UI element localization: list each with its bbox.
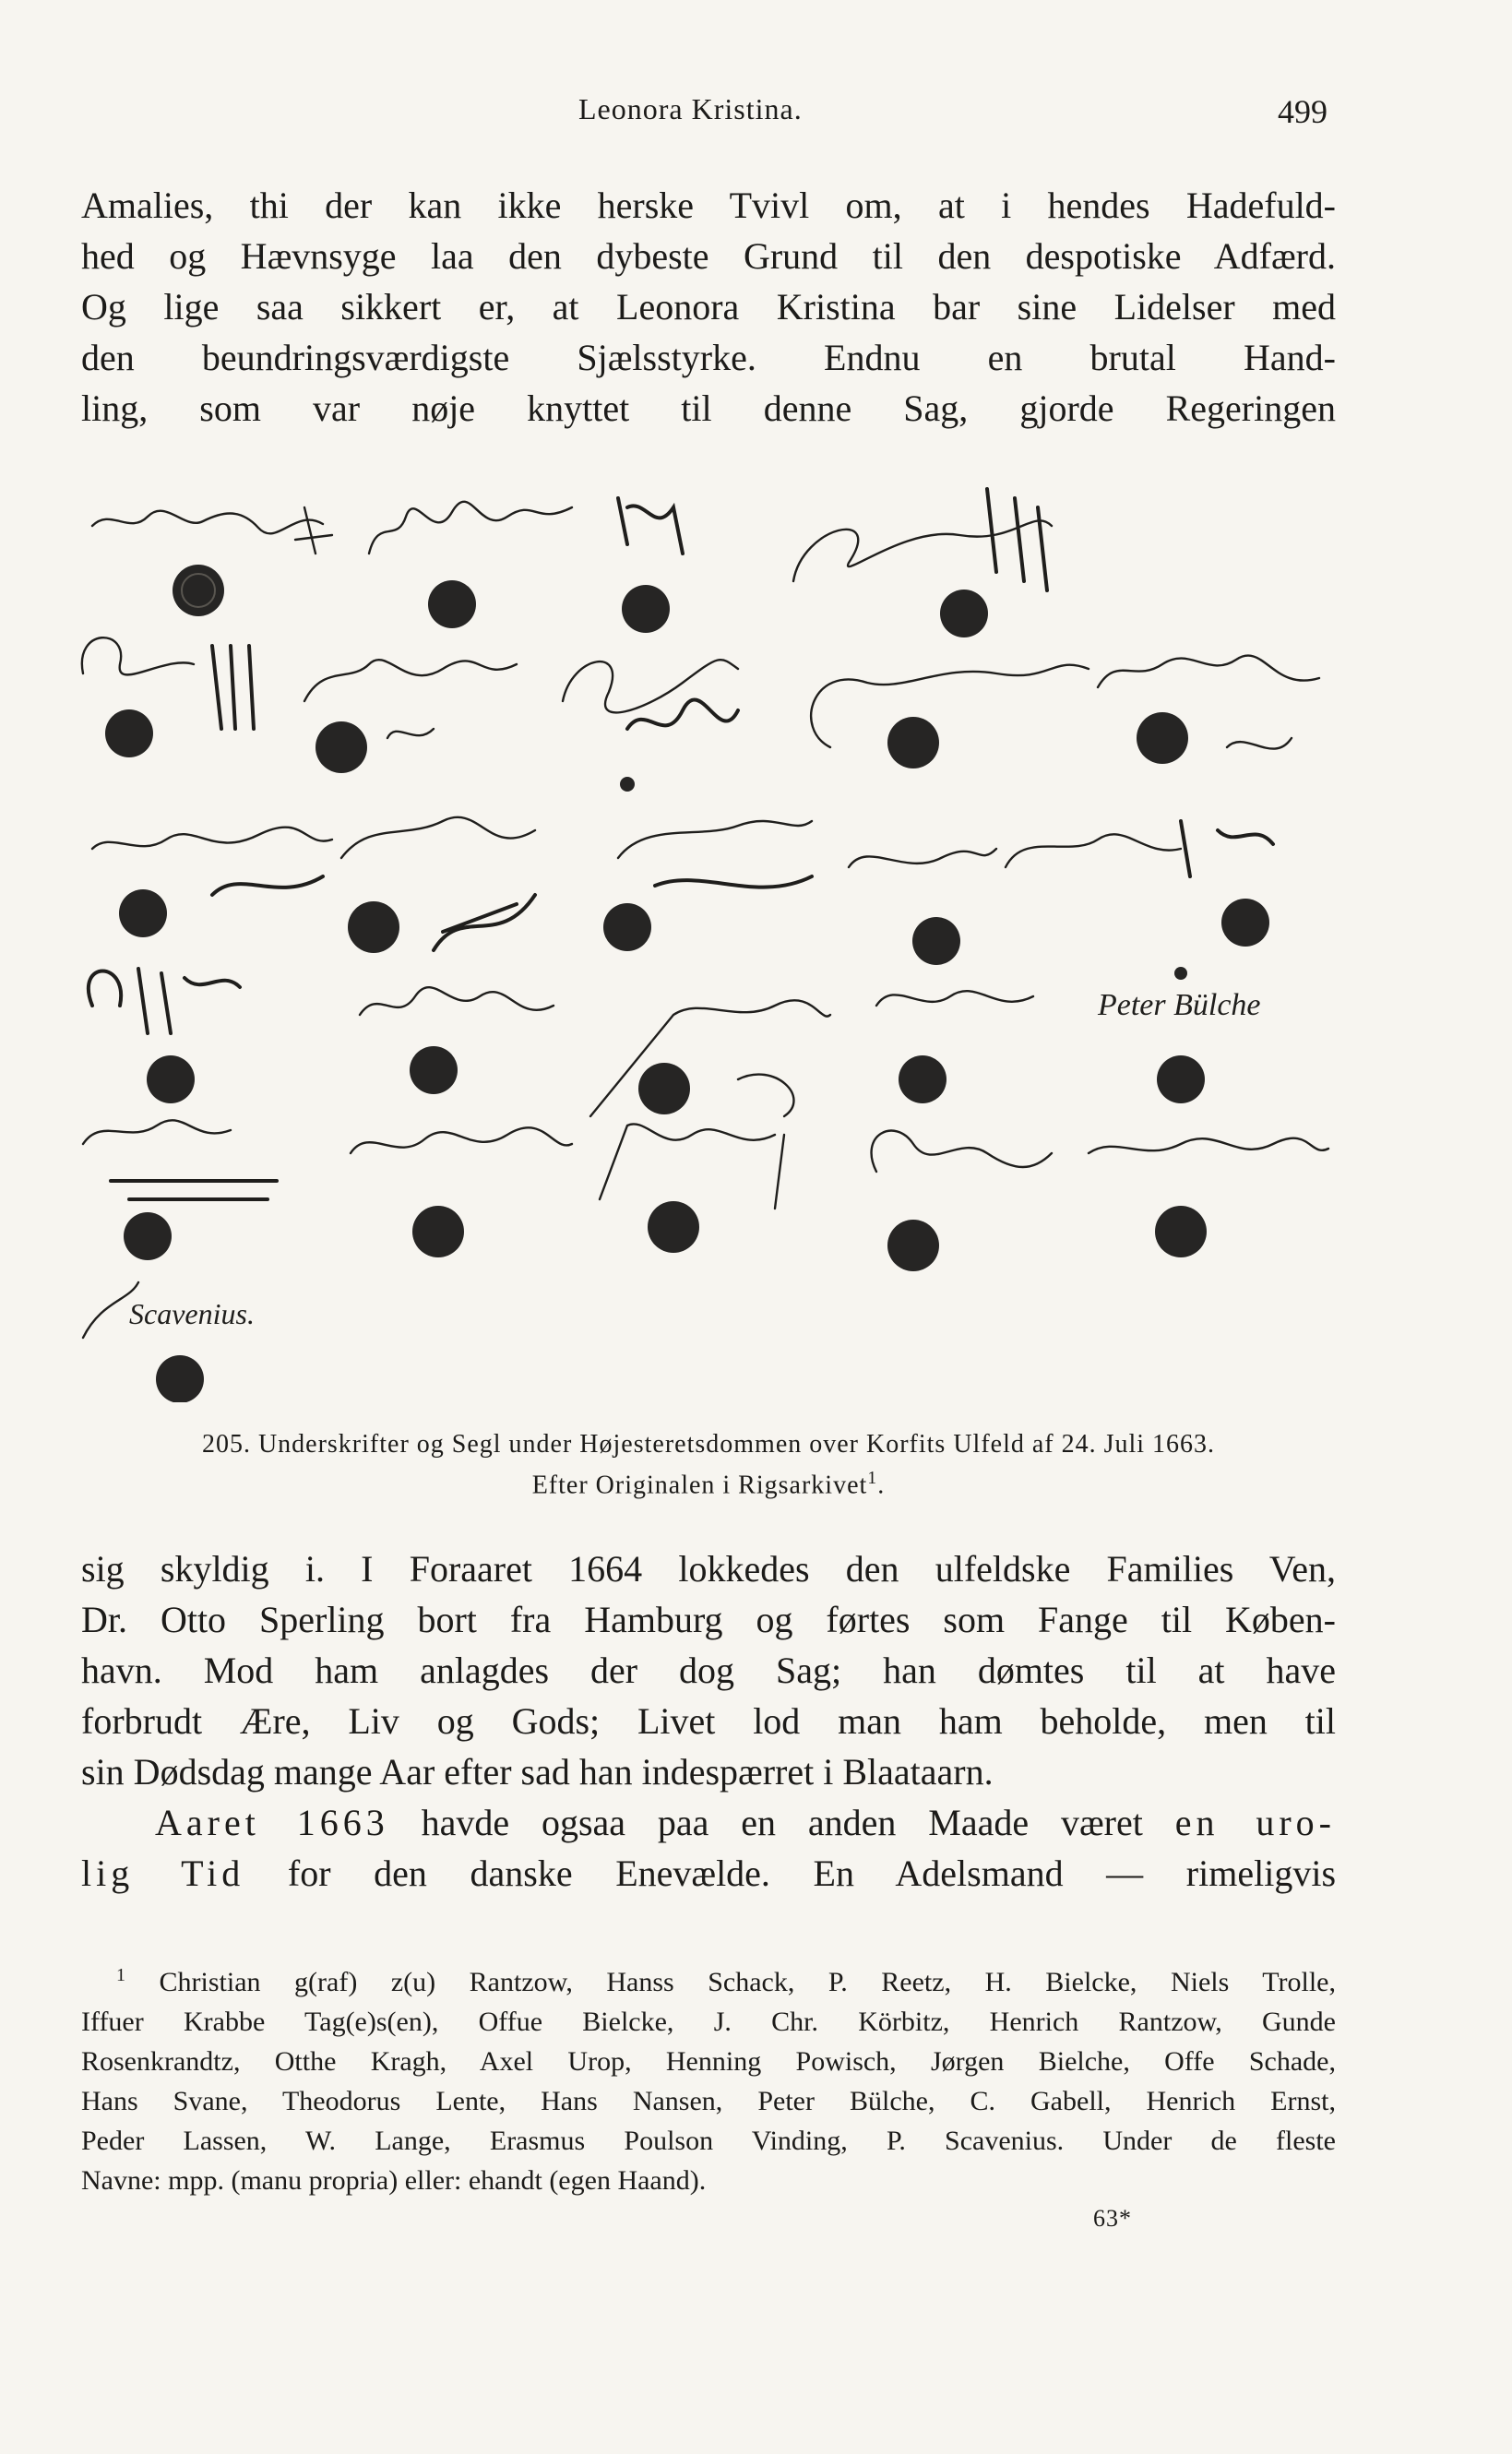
caption-line-1: 205. Underskrifter og Segl under Højesteretsdommen over Korfits Ulfeld af 24. Juli 1663. bbox=[201, 1430, 1216, 1459]
footnote-line: $^1$ Christian g(raf) z(u) Rantzow, Hanss Schack, P. Reetz, H. Bielcke, Niels Trolle, bbox=[116, 1965, 1336, 1997]
signature-rosenkrandtz bbox=[92, 828, 332, 937]
text-line: hed og Hævnsyge laa den dybeste Grund til den despotiske Adfærd. bbox=[81, 235, 1336, 277]
figure-caption bbox=[81, 1428, 1336, 1502]
text-line: den beundringsværdigste Sjælsstyrke. Endnu en brutal Hand- bbox=[81, 337, 1336, 378]
signature-henrich-rantzow bbox=[1098, 656, 1319, 764]
footnote-line: Peder Lassen, W. Lange, Erasmus Poulson Vinding, P. Scavenius. Under de fleste bbox=[81, 2126, 1336, 2156]
text-line: ling, som var nøje knyttet til denne Sag, gjorde Regeringen bbox=[81, 387, 1336, 429]
signature-nansen bbox=[876, 991, 1033, 1103]
signature-scavenius bbox=[83, 1282, 255, 1402]
seal bbox=[648, 1201, 699, 1253]
seal bbox=[940, 590, 988, 637]
seal bbox=[428, 580, 476, 628]
footnote-line: Iffuer Krabbe Tag(e)s(en), Offue Bielcke, J. Chr. Körbitz, Henrich Rantzow, Gunde bbox=[81, 2007, 1336, 2037]
signature-krabbe bbox=[304, 660, 517, 773]
signature-reetz bbox=[618, 498, 683, 633]
seal bbox=[622, 585, 670, 633]
text-line: sig skyldig i. I Foraaret 1664 lokkedes den ulfeldske Families Ven, bbox=[81, 1548, 1336, 1590]
text-line: Aaret 1663 havde ogsaa paa en anden Maade været en uro- bbox=[155, 1802, 1337, 1843]
seal bbox=[412, 1206, 464, 1257]
seal bbox=[1157, 1055, 1205, 1103]
signature-ernst bbox=[351, 1127, 572, 1257]
text-line: Og lige saa sikkert er, at Leonora Kristina bar sine Lidelser med bbox=[81, 286, 1336, 328]
signature-bielcke-1 bbox=[793, 489, 1052, 637]
footnote bbox=[81, 1956, 1336, 2200]
text-line: sin Dødsdag mange Aar efter sad han indespærret i Blaataarn. bbox=[81, 1751, 994, 1793]
seal bbox=[603, 903, 651, 951]
seal bbox=[1221, 899, 1269, 947]
seal-small bbox=[1174, 967, 1187, 980]
text-line: forbrudt Ære, Liv og Gods; Livet lod man ham beholde, men til bbox=[81, 1700, 1336, 1742]
signature-lassen bbox=[600, 1124, 784, 1253]
seal bbox=[156, 1355, 204, 1402]
caption-line-2: Efter Originalen i Rigsarkivet$^1$. bbox=[531, 1468, 886, 1500]
text-line: Amalies, thi der kan ikke herske Tvivl om, at i hendes Hadefuld- bbox=[81, 185, 1336, 226]
seal bbox=[315, 721, 367, 773]
seal bbox=[173, 565, 224, 616]
paragraph-2 bbox=[81, 1543, 1336, 1797]
seal bbox=[348, 901, 399, 953]
printer-signature-mark: 63* bbox=[1093, 2205, 1132, 2232]
signature-powisch bbox=[849, 849, 996, 965]
running-title: Leonora Kristina. bbox=[578, 92, 803, 125]
signature-schack bbox=[369, 502, 572, 628]
signature-schade bbox=[89, 969, 240, 1103]
signature-kragh bbox=[341, 817, 535, 953]
seal bbox=[147, 1055, 195, 1103]
signature-vinding bbox=[1089, 1138, 1328, 1257]
seal bbox=[887, 1220, 939, 1271]
seal bbox=[912, 917, 960, 965]
seal bbox=[887, 717, 939, 768]
signature-text: Scavenius. bbox=[129, 1297, 255, 1330]
seal bbox=[899, 1055, 946, 1103]
seal bbox=[1137, 712, 1188, 764]
signature-bulche bbox=[1097, 988, 1261, 1103]
signatures-and-seals-figure bbox=[74, 471, 1347, 1402]
seal bbox=[410, 1046, 458, 1094]
signature-svane bbox=[360, 987, 554, 1094]
signature-korbitz bbox=[811, 665, 1089, 768]
seal bbox=[124, 1212, 172, 1260]
signature-offue-bielcke bbox=[563, 660, 738, 792]
text-line: havn. Mod ham anlagdes der dog Sag; han dømtes til at have bbox=[81, 1650, 1336, 1691]
seal bbox=[105, 709, 153, 757]
signature-gabell bbox=[83, 1120, 277, 1260]
footnote-line: Rosenkrandtz, Otthe Kragh, Axel Urop, Henning Powisch, Jørgen Bielche, Offe Schade, bbox=[81, 2046, 1336, 2077]
seal-small bbox=[620, 777, 635, 792]
paragraph-3 bbox=[81, 1797, 1336, 1899]
signature-lange bbox=[872, 1131, 1052, 1271]
signature-text: Peter Bülche bbox=[1098, 988, 1261, 1022]
signatures-illustration bbox=[74, 471, 1347, 1402]
signature-bielche bbox=[1006, 821, 1273, 980]
running-head bbox=[0, 92, 1512, 138]
seal bbox=[119, 889, 167, 937]
seal bbox=[1155, 1206, 1207, 1257]
seal bbox=[638, 1063, 690, 1114]
text-line: lig Tid for den danske Enevælde. En Adelsmand — rimeligvis bbox=[81, 1852, 1337, 1894]
signature-urop bbox=[603, 821, 812, 951]
footnote-line: Hans Svane, Theodorus Lente, Hans Nansen, Peter Bülche, C. Gabell, Henrich Ernst, bbox=[81, 2086, 1336, 2116]
page-number: 499 bbox=[1278, 93, 1327, 130]
footnote-line: Navne: mpp. (manu propria) eller: ehandt (egen Haand). bbox=[81, 2165, 707, 2196]
text-line: Dr. Otto Sperling bort fra Hamburg og førtes som Fange til Køben- bbox=[81, 1599, 1336, 1640]
paragraph-1 bbox=[81, 180, 1336, 434]
signature-trolle bbox=[82, 637, 254, 757]
signature-lente bbox=[590, 1000, 830, 1116]
signature-rantzow bbox=[92, 507, 332, 616]
